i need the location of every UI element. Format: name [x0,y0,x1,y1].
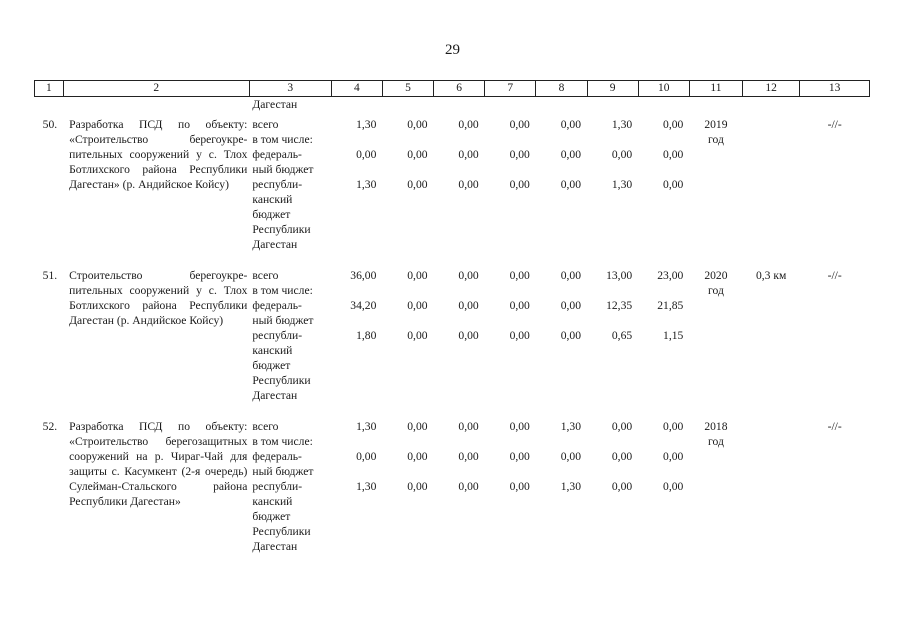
column-header: 12 [743,81,800,97]
value-cell-8: 0,00 0,00 0,00 [560,269,582,342]
value-cell-8: 0,00 0,00 0,00 [560,118,582,191]
funding-source: всего в том числе: федераль- ный бюджет республи- канский бюджет Республики Дагестан [252,118,314,251]
row-description: Разработка ПСД по объекту: «Строительство берегозащитных сооружений на р. Чираг-Чай для защиты с. Касумкент (2-я очередь) Сулейман-Стальского района Республики Дагестан» [69,420,248,508]
column-header: 13 [800,81,870,97]
value-cell-6: 0,00 0,00 0,00 [458,118,479,191]
value-cell-10: 0,00 0,00 0,00 [663,118,684,191]
column-header: 10 [638,81,689,97]
page-number: 29 [445,42,460,58]
ditto-mark: -//- [827,420,842,433]
value-cell-5: 0,00 0,00 0,00 [407,269,428,342]
row-description: Разработка ПСД по объекту: «Строительство берегоукрепительных сооружений у с. Тлох Ботлихского района Республики Дагестан» (р. Андийское Койсу) [69,118,248,191]
column-header: 2 [63,81,249,97]
length-cell: 0,3 км [755,269,787,282]
column-header: 1 [35,81,64,97]
column-header: 5 [382,81,433,97]
value-cell-10: 23,00 21,85 1,15 [657,269,684,342]
column-header: 11 [689,81,742,97]
value-cell-6: 0,00 0,00 0,00 [458,420,479,493]
table-row [35,117,870,252]
carry-over-text: Дагестан [252,98,298,111]
value-cell-5: 0,00 0,00 0,00 [407,420,428,493]
value-cell-4: 1,30 0,00 1,30 [356,118,377,191]
row-index: 52. [42,420,58,433]
column-header: 7 [485,81,536,97]
year-cell: 2019 год [704,118,728,146]
carry-over-row [35,97,870,118]
value-cell-7: 0,00 0,00 0,00 [509,420,530,493]
funding-source: всего в том числе: федераль- ный бюджет республи- канский бюджет Республики Дагестан [252,269,314,402]
column-header: 6 [434,81,485,97]
ditto-mark: -//- [827,118,842,131]
value-cell-5: 0,00 0,00 0,00 [407,118,428,191]
row-index: 50. [42,118,58,131]
value-cell-4: 1,30 0,00 1,30 [356,420,377,493]
length-cell [743,117,800,252]
value-cell-4: 36,00 34,20 1,80 [350,269,377,342]
table-row [35,268,870,403]
column-header: 9 [587,81,638,97]
table-row [35,419,870,554]
value-cell-9: 13,00 12,35 0,65 [606,269,633,342]
funding-source: всего в том числе: федераль- ный бюджет республи- канский бюджет Республики Дагестан [252,420,314,553]
row-index: 51. [42,269,58,282]
value-cell-9: 0,00 0,00 0,00 [611,420,633,493]
ditto-mark: -//- [827,269,842,282]
column-header: 3 [249,81,331,97]
row-description: Строительство берегоукрепительных сооружений у с. Тлох Ботлихского района Республики Дагестан (р. Андийское Койсу) [69,269,248,327]
length-cell [743,419,800,554]
column-header: 4 [331,81,382,97]
value-cell-7: 0,00 0,00 0,00 [509,118,530,191]
year-cell: 2018 год [704,420,728,448]
column-header: 8 [536,81,587,97]
budget-table [34,80,870,554]
year-cell: 2020 год [704,269,728,297]
value-cell-8: 1,30 0,00 1,30 [560,420,582,493]
value-cell-9: 1,30 0,00 1,30 [611,118,633,191]
value-cell-6: 0,00 0,00 0,00 [458,269,479,342]
value-cell-7: 0,00 0,00 0,00 [509,269,530,342]
header-row [35,81,870,97]
value-cell-10: 0,00 0,00 0,00 [663,420,684,493]
